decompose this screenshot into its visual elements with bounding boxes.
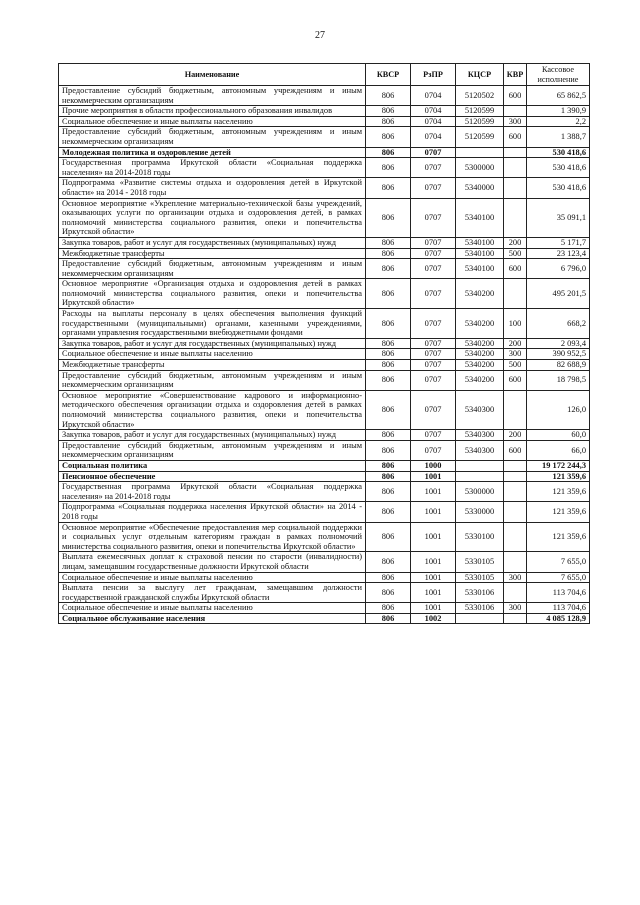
cell-exec: 35 091,1 — [527, 198, 590, 237]
cell-kvr: 100 — [504, 309, 527, 339]
cell-exec: 23 123,4 — [527, 248, 590, 259]
cell-exec: 66,0 — [527, 440, 590, 460]
cell-kcsr: 5330105 — [456, 552, 504, 572]
cell-name: Предоставление субсидий бюджетным, автономным учреждениям и иным некоммерческим организациям — [59, 259, 366, 279]
cell-exec: 65 862,5 — [527, 86, 590, 106]
cell-kvr — [504, 583, 527, 603]
cell-kvsr: 806 — [366, 86, 411, 106]
cell-kvr: 600 — [504, 370, 527, 390]
cell-exec: 121 359,6 — [527, 522, 590, 552]
cell-name: Предоставление субсидий бюджетным, автономным учреждениям и иным некоммерческим организациям — [59, 127, 366, 147]
cell-kvsr: 806 — [366, 349, 411, 360]
cell-rzpr: 1001 — [411, 583, 456, 603]
cell-kcsr: 5340200 — [456, 279, 504, 309]
table-row — [59, 178, 590, 198]
cell-rzpr: 0707 — [411, 178, 456, 198]
header-kcsr: КЦСР — [456, 64, 504, 86]
cell-exec: 530 418,6 — [527, 178, 590, 198]
table-row — [59, 613, 590, 624]
cell-kcsr: 5330000 — [456, 502, 504, 522]
table-row — [59, 248, 590, 259]
table-row — [59, 360, 590, 371]
cell-kvsr: 806 — [366, 522, 411, 552]
table-row — [59, 279, 590, 309]
cell-kvsr: 806 — [366, 338, 411, 349]
cell-name: Социальная политика — [59, 460, 366, 471]
cell-kvsr: 806 — [366, 460, 411, 471]
cell-kvr — [504, 198, 527, 237]
cell-kvr: 600 — [504, 259, 527, 279]
cell-kcsr: 5340300 — [456, 440, 504, 460]
cell-kvsr: 806 — [366, 502, 411, 522]
cell-name: Основное мероприятие «Укрепление материально-технической базы учреждений, оказывающих услуги по организации отдыха и оздоровления детей, в рамках полномочий министерства социального развития, опеки и попечительства Иркутской области» — [59, 198, 366, 237]
budget-table — [58, 63, 590, 624]
cell-kvr — [504, 460, 527, 471]
table-row — [59, 552, 590, 572]
cell-kvr: 500 — [504, 248, 527, 259]
page-number: 27 — [315, 30, 325, 41]
cell-rzpr: 1001 — [411, 552, 456, 572]
cell-kcsr: 5300000 — [456, 482, 504, 502]
cell-rzpr: 0707 — [411, 440, 456, 460]
cell-exec: 668,2 — [527, 309, 590, 339]
cell-exec: 1 388,7 — [527, 127, 590, 147]
cell-name: Социальное обслуживание населения — [59, 613, 366, 624]
cell-kvsr: 806 — [366, 259, 411, 279]
cell-rzpr: 0707 — [411, 237, 456, 248]
cell-rzpr: 0707 — [411, 158, 456, 178]
cell-name: Государственная программа Иркутской области «Социальная поддержка населения» на 2014-2018 годы — [59, 482, 366, 502]
cell-kvr: 300 — [504, 603, 527, 614]
table-row — [59, 502, 590, 522]
cell-kvsr: 806 — [366, 603, 411, 614]
cell-kvr: 300 — [504, 572, 527, 583]
cell-rzpr: 0707 — [411, 309, 456, 339]
cell-name: Предоставление субсидий бюджетным, автономным учреждениям и иным некоммерческим организациям — [59, 86, 366, 106]
cell-kvr — [504, 106, 527, 117]
cell-name: Предоставление субсидий бюджетным, автономным учреждениям и иным некоммерческим организациям — [59, 370, 366, 390]
cell-name: Межбюджетные трансферты — [59, 248, 366, 259]
header-kvsr: КВСР — [366, 64, 411, 86]
table-row — [59, 460, 590, 471]
table-row — [59, 259, 590, 279]
cell-name: Государственная программа Иркутской области «Социальная поддержка населения» на 2014-2018 годы — [59, 158, 366, 178]
cell-rzpr: 0707 — [411, 259, 456, 279]
cell-kcsr: 5340000 — [456, 178, 504, 198]
cell-exec: 121 359,6 — [527, 471, 590, 482]
table-row — [59, 158, 590, 178]
cell-kcsr: 5340100 — [456, 259, 504, 279]
table-row — [59, 583, 590, 603]
cell-rzpr: 0707 — [411, 147, 456, 158]
cell-kvsr: 806 — [366, 198, 411, 237]
cell-name: Социальное обеспечение и иные выплаты населению — [59, 116, 366, 127]
cell-rzpr: 0707 — [411, 198, 456, 237]
cell-kvr — [504, 522, 527, 552]
cell-kvsr: 806 — [366, 440, 411, 460]
cell-rzpr: 0704 — [411, 86, 456, 106]
cell-kvsr: 806 — [366, 360, 411, 371]
cell-kvr: 600 — [504, 86, 527, 106]
cell-kvsr: 806 — [366, 390, 411, 429]
table-body — [59, 86, 590, 624]
cell-name: Расходы на выплаты персоналу в целях обеспечения выполнения функций государственными (муниципальными) органами, казенными учреждениями, органами управления государственными внебюджетными фондами — [59, 309, 366, 339]
cell-kvr — [504, 158, 527, 178]
cell-name: Молодежная политика и оздоровление детей — [59, 147, 366, 158]
table-row — [59, 482, 590, 502]
cell-kvr — [504, 279, 527, 309]
cell-kcsr: 5330106 — [456, 603, 504, 614]
cell-kvr: 600 — [504, 440, 527, 460]
cell-kvsr: 806 — [366, 106, 411, 117]
cell-name: Социальное обеспечение и иные выплаты населению — [59, 603, 366, 614]
cell-kcsr: 5340200 — [456, 309, 504, 339]
cell-rzpr: 0704 — [411, 116, 456, 127]
cell-kvr — [504, 390, 527, 429]
cell-kvsr: 806 — [366, 158, 411, 178]
table-row — [59, 603, 590, 614]
table-row — [59, 430, 590, 441]
cell-kvr: 200 — [504, 237, 527, 248]
table-row — [59, 198, 590, 237]
cell-kcsr — [456, 471, 504, 482]
cell-kvr — [504, 613, 527, 624]
table-header-row — [59, 64, 590, 86]
cell-kvsr: 806 — [366, 116, 411, 127]
cell-kvsr: 806 — [366, 127, 411, 147]
cell-kvsr: 806 — [366, 237, 411, 248]
cell-kcsr: 5340300 — [456, 390, 504, 429]
cell-exec: 495 201,5 — [527, 279, 590, 309]
cell-kvsr: 806 — [366, 370, 411, 390]
cell-rzpr: 0707 — [411, 248, 456, 259]
cell-rzpr: 1000 — [411, 460, 456, 471]
cell-exec: 18 798,5 — [527, 370, 590, 390]
cell-rzpr: 1001 — [411, 471, 456, 482]
cell-exec: 82 688,9 — [527, 360, 590, 371]
cell-kvsr: 806 — [366, 430, 411, 441]
cell-rzpr: 0704 — [411, 106, 456, 117]
table-row — [59, 370, 590, 390]
cell-name: Закупка товаров, работ и услуг для государственных (муниципальных) нужд — [59, 430, 366, 441]
cell-kvsr: 806 — [366, 572, 411, 583]
cell-exec: 4 085 128,9 — [527, 613, 590, 624]
cell-kcsr: 5340200 — [456, 338, 504, 349]
cell-kvsr: 806 — [366, 583, 411, 603]
cell-kvr: 300 — [504, 349, 527, 360]
table-row — [59, 116, 590, 127]
cell-exec: 5 171,7 — [527, 237, 590, 248]
cell-kcsr: 5340100 — [456, 198, 504, 237]
table-row — [59, 572, 590, 583]
table-row — [59, 106, 590, 117]
cell-rzpr: 1001 — [411, 603, 456, 614]
cell-exec: 113 704,6 — [527, 603, 590, 614]
cell-kvr — [504, 178, 527, 198]
table-row — [59, 390, 590, 429]
cell-kcsr: 5340300 — [456, 430, 504, 441]
cell-exec: 1 390,9 — [527, 106, 590, 117]
cell-rzpr: 0707 — [411, 430, 456, 441]
cell-exec: 6 796,0 — [527, 259, 590, 279]
cell-exec: 390 952,5 — [527, 349, 590, 360]
cell-exec: 113 704,6 — [527, 583, 590, 603]
cell-exec: 121 359,6 — [527, 502, 590, 522]
cell-kvsr: 806 — [366, 482, 411, 502]
cell-exec: 7 655,0 — [527, 552, 590, 572]
cell-rzpr: 0707 — [411, 370, 456, 390]
cell-kvr — [504, 502, 527, 522]
cell-rzpr: 0704 — [411, 127, 456, 147]
header-exec: Кассовое исполнение — [527, 64, 590, 86]
cell-kvr: 200 — [504, 338, 527, 349]
cell-name: Основное мероприятие «Совершенствование кадрового и информационно-методического обеспечения организации отдыха и оздоровления детей в рамках полномочий министерства социального развития, опеки и попечительства Иркутской области» — [59, 390, 366, 429]
cell-kcsr: 5330100 — [456, 522, 504, 552]
cell-name: Пенсионное обеспечение — [59, 471, 366, 482]
table-row — [59, 86, 590, 106]
cell-rzpr: 0707 — [411, 338, 456, 349]
cell-name: Межбюджетные трансферты — [59, 360, 366, 371]
cell-exec: 2 093,4 — [527, 338, 590, 349]
cell-kvsr: 806 — [366, 147, 411, 158]
table-row — [59, 349, 590, 360]
table-row — [59, 338, 590, 349]
cell-kvr — [504, 482, 527, 502]
cell-kcsr: 5330105 — [456, 572, 504, 583]
table-row — [59, 147, 590, 158]
cell-rzpr: 1001 — [411, 572, 456, 583]
cell-kcsr — [456, 147, 504, 158]
cell-kvsr: 806 — [366, 279, 411, 309]
cell-exec: 530 418,6 — [527, 147, 590, 158]
cell-kvr — [504, 147, 527, 158]
header-rzpr: РзПР — [411, 64, 456, 86]
table-row — [59, 237, 590, 248]
cell-name: Прочие мероприятия в области профессионального образования инвалидов — [59, 106, 366, 117]
cell-kcsr: 5120599 — [456, 116, 504, 127]
cell-name: Закупка товаров, работ и услуг для государственных (муниципальных) нужд — [59, 237, 366, 248]
cell-kcsr: 5340100 — [456, 237, 504, 248]
cell-rzpr: 1001 — [411, 502, 456, 522]
cell-kcsr: 5340200 — [456, 360, 504, 371]
cell-name: Закупка товаров, работ и услуг для государственных (муниципальных) нужд — [59, 338, 366, 349]
cell-kcsr: 5120599 — [456, 127, 504, 147]
cell-kvr — [504, 552, 527, 572]
cell-kvr: 200 — [504, 430, 527, 441]
table-row — [59, 471, 590, 482]
cell-kvr: 600 — [504, 127, 527, 147]
table-row — [59, 522, 590, 552]
cell-rzpr: 1002 — [411, 613, 456, 624]
cell-name: Подпрограмма «Развитие системы отдыха и оздоровления детей в Иркутской области» на 2014 - 2018 годы — [59, 178, 366, 198]
table-row — [59, 127, 590, 147]
cell-name: Социальное обеспечение и иные выплаты населению — [59, 572, 366, 583]
cell-rzpr: 0707 — [411, 360, 456, 371]
cell-exec: 7 655,0 — [527, 572, 590, 583]
cell-kvsr: 806 — [366, 248, 411, 259]
cell-name: Социальное обеспечение и иные выплаты населению — [59, 349, 366, 360]
cell-kvr — [504, 471, 527, 482]
cell-exec: 530 418,6 — [527, 158, 590, 178]
cell-kcsr: 5340200 — [456, 370, 504, 390]
cell-name: Выплата пенсии за выслугу лет гражданам, замещавшим должности государственной гражданской службы Иркутской области — [59, 583, 366, 603]
cell-kcsr: 5340200 — [456, 349, 504, 360]
cell-rzpr: 1001 — [411, 482, 456, 502]
cell-exec: 126,0 — [527, 390, 590, 429]
cell-kcsr: 5340100 — [456, 248, 504, 259]
cell-kvr: 500 — [504, 360, 527, 371]
cell-kcsr — [456, 460, 504, 471]
cell-kcsr: 5300000 — [456, 158, 504, 178]
cell-kvr: 300 — [504, 116, 527, 127]
cell-rzpr: 0707 — [411, 279, 456, 309]
cell-name: Основное мероприятие «Обеспечение предоставления мер социальной поддержки и социальных услуг отдельным категориям граждан в рамках полномочий министерства социального развития, опеки и попечительства Иркутской области» — [59, 522, 366, 552]
cell-kcsr: 5330106 — [456, 583, 504, 603]
cell-kvsr: 806 — [366, 178, 411, 198]
cell-kcsr — [456, 613, 504, 624]
table-row — [59, 309, 590, 339]
cell-kvsr: 806 — [366, 613, 411, 624]
cell-exec: 2,2 — [527, 116, 590, 127]
cell-kvsr: 806 — [366, 552, 411, 572]
cell-name: Выплата ежемесячных доплат к страховой пенсии по старости (инвалидности) лицам, замещавшим государственные должности Иркутской области — [59, 552, 366, 572]
cell-exec: 121 359,6 — [527, 482, 590, 502]
cell-rzpr: 0707 — [411, 390, 456, 429]
cell-kcsr: 5120599 — [456, 106, 504, 117]
cell-name: Основное мероприятие «Организация отдыха и оздоровления детей в рамках полномочий министерства социального развития, опеки и попечительства Иркутской области» — [59, 279, 366, 309]
cell-kcsr: 5120502 — [456, 86, 504, 106]
cell-kvsr: 806 — [366, 309, 411, 339]
header-name: Наименование — [59, 64, 366, 86]
cell-name: Предоставление субсидий бюджетным, автономным учреждениям и иным некоммерческим организациям — [59, 440, 366, 460]
cell-exec: 60,0 — [527, 430, 590, 441]
cell-name: Подпрограмма «Социальная поддержка населения Иркутской области» на 2014 - 2018 годы — [59, 502, 366, 522]
cell-kvsr: 806 — [366, 471, 411, 482]
table-row — [59, 440, 590, 460]
cell-exec: 19 172 244,3 — [527, 460, 590, 471]
cell-rzpr: 0707 — [411, 349, 456, 360]
cell-rzpr: 1001 — [411, 522, 456, 552]
header-kvr: КВР — [504, 64, 527, 86]
